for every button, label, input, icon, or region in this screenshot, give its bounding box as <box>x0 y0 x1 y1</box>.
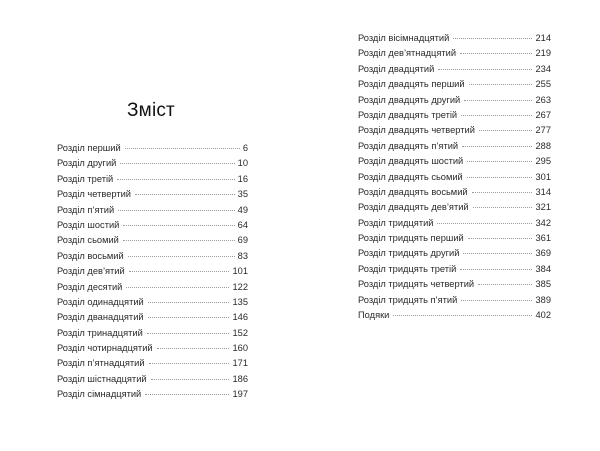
dot-leader <box>467 161 532 162</box>
dot-leader <box>461 300 532 301</box>
toc-entry-label: Розділ десятий <box>57 281 123 292</box>
toc-entry-page-number: 369 <box>535 248 551 259</box>
toc-entry <box>57 310 248 325</box>
toc-entry <box>57 233 248 248</box>
toc-entry-label: Подяки <box>358 310 390 321</box>
toc-entry <box>57 295 248 310</box>
dot-leader <box>473 207 533 208</box>
toc-entry-label: Розділ двадцятий <box>358 63 435 74</box>
toc-entry-label: Розділ тридцять четвертий <box>358 279 475 290</box>
toc-entry-label: Розділ двадцять шостий <box>358 156 464 167</box>
dot-leader <box>135 194 235 195</box>
toc-entry-label: Розділ тридцять другий <box>358 248 460 259</box>
toc-entry-label: Розділ одинадцятий <box>57 296 144 307</box>
toc-entry-label: Розділ двадцять восьмий <box>358 186 468 197</box>
toc-entry <box>57 156 248 171</box>
toc-entry-label: Розділ перший <box>57 143 121 153</box>
toc-entry-label: Розділ двадцять п’ятий <box>358 140 459 151</box>
toc-entry <box>57 341 248 356</box>
toc-entry-page-number: 234 <box>535 63 551 74</box>
toc-entry <box>57 187 248 202</box>
toc-entry <box>57 326 248 341</box>
toc-entry-page-number: 10 <box>237 158 248 169</box>
dot-leader <box>464 100 532 101</box>
toc-entry-page-number: 263 <box>535 94 551 105</box>
toc-entry <box>57 264 248 279</box>
dot-leader <box>453 38 532 39</box>
toc-entry-label: Розділ двадцять другий <box>358 94 461 105</box>
toc-entry-page-number: 152 <box>232 327 248 338</box>
toc-entry-page-number: 301 <box>535 171 551 182</box>
toc-entry <box>358 170 551 185</box>
dot-leader <box>148 317 230 318</box>
toc-entry-page-number: 267 <box>535 109 551 120</box>
dot-leader <box>468 238 533 239</box>
dot-leader <box>438 69 532 70</box>
toc-entry <box>358 231 551 246</box>
toc-entry-page-number: 135 <box>232 296 248 307</box>
toc-entry-label: Розділ двадцять перший <box>358 79 465 90</box>
toc-entry-page-number: 122 <box>232 281 248 292</box>
toc-entry-label: Розділ двадцять четвертий <box>358 125 475 136</box>
toc-entry-page-number: 186 <box>232 373 248 384</box>
toc-entry-page-number: 16 <box>237 173 248 184</box>
dot-leader <box>117 179 234 180</box>
dot-leader <box>157 348 230 349</box>
toc-entry-label: Розділ сімнадцятий <box>57 389 142 400</box>
toc-entry <box>57 172 248 187</box>
dot-leader <box>123 225 234 226</box>
toc-entry-label: Розділ тридцять третій <box>358 263 457 274</box>
toc-entry <box>358 293 551 308</box>
toc-entry-label: Розділ дев’ятнадцятий <box>358 48 457 59</box>
toc-entry-label: Розділ п’ятнадцятий <box>57 358 145 369</box>
toc-entry-page-number: 64 <box>237 219 248 230</box>
toc-entry-label: Розділ восьмий <box>57 250 124 261</box>
dot-leader <box>148 302 230 303</box>
dot-leader <box>469 84 533 85</box>
dot-leader <box>129 271 230 272</box>
toc-entry-page-number: 314 <box>535 186 551 197</box>
toc-entry-label: Розділ вісімнадцятий <box>358 33 450 43</box>
toc-right-column <box>358 31 551 323</box>
dot-leader <box>462 146 532 147</box>
toc-entry <box>57 387 248 402</box>
dot-leader <box>145 394 229 395</box>
toc-entry <box>358 277 551 292</box>
toc-entry-label: Розділ другий <box>57 158 117 169</box>
toc-entry <box>57 203 248 218</box>
toc-entry <box>358 216 551 231</box>
toc-entry-page-number: 6 <box>242 143 248 153</box>
toc-entry-label: Розділ тридцять п’ятий <box>358 294 458 305</box>
dot-leader <box>393 315 532 316</box>
toc-entry-page-number: 69 <box>237 235 248 246</box>
toc-entry <box>57 218 248 233</box>
toc-entry-label: Розділ сьомий <box>57 235 119 246</box>
toc-entry-page-number: 83 <box>237 250 248 261</box>
toc-entry <box>358 77 551 92</box>
toc-entry-page-number: 385 <box>535 279 551 290</box>
toc-entry-label: Розділ четвертий <box>57 189 131 200</box>
toc-entry-page-number: 277 <box>535 125 551 136</box>
toc-entry-label: Розділ дванадцятий <box>57 312 144 323</box>
toc-entry-label: Розділ двадцять дев’ятий <box>358 202 469 213</box>
dot-leader <box>467 177 533 178</box>
dot-leader <box>479 130 533 131</box>
toc-entry <box>358 139 551 154</box>
toc-entry <box>57 280 248 295</box>
toc-entry <box>358 93 551 108</box>
dot-leader <box>118 210 234 211</box>
toc-entry-label: Розділ дев’ятий <box>57 266 125 277</box>
toc-entry <box>358 262 551 277</box>
toc-entry <box>358 185 551 200</box>
toc-entry <box>358 108 551 123</box>
toc-entry-label: Розділ двадцять сьомий <box>358 171 463 182</box>
toc-entry-page-number: 288 <box>535 140 551 151</box>
dot-leader <box>478 284 532 285</box>
toc-entry-page-number: 402 <box>535 310 551 321</box>
toc-entry-page-number: 171 <box>232 358 248 369</box>
toc-entry <box>358 308 551 323</box>
toc-entry-page-number: 49 <box>237 204 248 215</box>
dot-leader <box>120 163 234 164</box>
page-title: Зміст <box>127 100 175 121</box>
toc-entry-label: Розділ тридцять перший <box>358 233 464 244</box>
toc-entry <box>358 46 551 61</box>
dot-leader <box>123 240 235 241</box>
toc-entry <box>57 356 248 371</box>
toc-entry-page-number: 146 <box>232 312 248 323</box>
dot-leader <box>125 148 240 149</box>
toc-entry-page-number: 255 <box>535 79 551 90</box>
toc-entry-page-number: 160 <box>232 343 248 354</box>
toc-entry-page-number: 321 <box>535 202 551 213</box>
toc-entry <box>57 249 248 264</box>
toc-entry-page-number: 295 <box>535 156 551 167</box>
dot-leader <box>126 287 229 288</box>
toc-entry-page-number: 361 <box>535 233 551 244</box>
dot-leader <box>463 253 532 254</box>
toc-entry-label: Розділ чотирнадцятий <box>57 343 153 354</box>
dot-leader <box>460 269 532 270</box>
toc-entry <box>358 123 551 138</box>
toc-entry <box>358 62 551 77</box>
toc-entry <box>358 154 551 169</box>
toc-entry <box>358 246 551 261</box>
toc-entry-label: Розділ п’ятий <box>57 204 115 215</box>
toc-entry-label: Розділ шостий <box>57 219 120 230</box>
toc-entry-label: Розділ тридцятий <box>358 217 434 228</box>
dot-leader <box>149 363 230 364</box>
dot-leader <box>128 256 235 257</box>
toc-entry <box>358 200 551 215</box>
dot-leader <box>461 115 532 116</box>
dot-leader <box>472 192 533 193</box>
toc-entry-page-number: 384 <box>535 263 551 274</box>
dot-leader <box>460 53 532 54</box>
toc-entry-page-number: 342 <box>535 217 551 228</box>
toc-entry-page-number: 101 <box>232 266 248 277</box>
toc-entry-page-number: 197 <box>232 389 248 400</box>
dot-leader <box>437 223 532 224</box>
toc-entry-page-number: 35 <box>237 189 248 200</box>
dot-leader <box>147 333 230 334</box>
dot-leader <box>151 379 230 380</box>
toc-entry-label: Розділ третій <box>57 173 114 184</box>
toc-left-column <box>57 141 248 403</box>
toc-entry <box>57 372 248 387</box>
toc-entry-label: Розділ тринадцятий <box>57 327 143 338</box>
toc-entry <box>358 31 551 46</box>
toc-entry-page-number: 219 <box>535 48 551 59</box>
toc-entry-page-number: 389 <box>535 294 551 305</box>
toc-entry-label: Розділ шістнадцятий <box>57 373 147 384</box>
toc-entry-page-number: 214 <box>535 33 551 43</box>
toc-entry <box>57 141 248 156</box>
toc-entry-label: Розділ двадцять третій <box>358 109 458 120</box>
